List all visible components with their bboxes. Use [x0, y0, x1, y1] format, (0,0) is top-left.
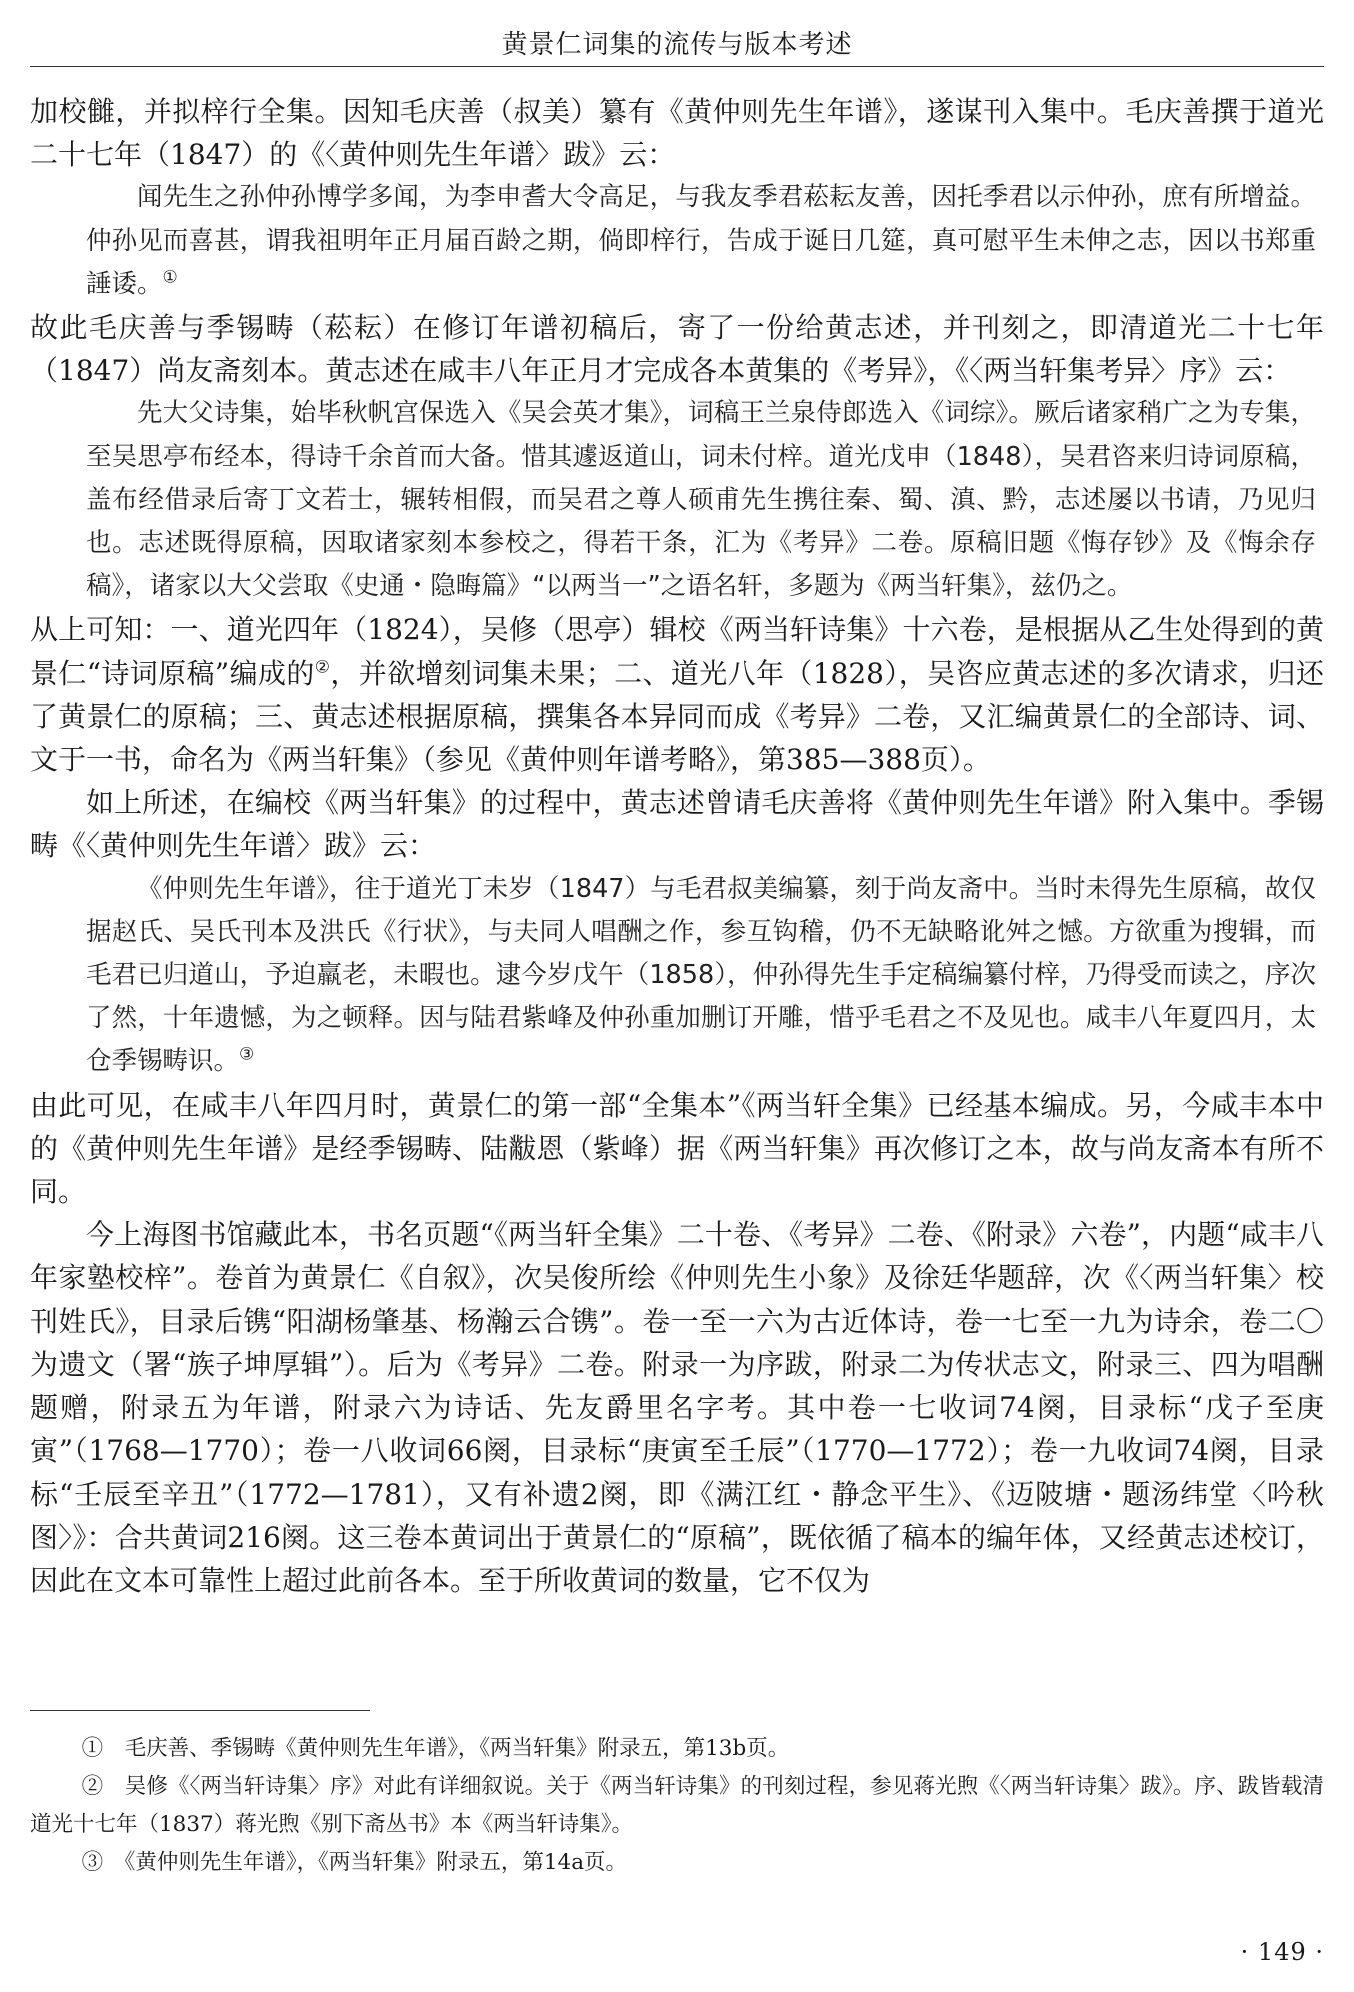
footnote-ref-3[interactable]: ③ — [239, 1044, 255, 1065]
paragraph-2: 故此毛庆善与季锡畴（菘耘）在修订年谱初稿后，寄了一份给黄志述，并刊刻之，即清道光二十七年（1847）尚友斋刻本。黄志述在咸丰八年正月才完成各本黄集的《考异》，《〈两当轩集考异〉序》云： — [30, 311, 1324, 388]
footnote-ref-2[interactable]: ② — [314, 657, 331, 678]
paragraph-3 — [30, 608, 1324, 781]
block-quote-3 — [30, 868, 1324, 1084]
footnotes — [30, 1730, 1324, 1882]
block-quote-1 — [30, 176, 1324, 306]
main-text — [30, 90, 1324, 1602]
running-head-title: 黄景仁词集的流传与版本考述 — [501, 30, 853, 60]
paragraph-6: 今上海图书馆藏此本，书名页题“《两当轩全集》二十卷、《考异》二卷、《附录》六卷”，内题“咸丰八年家塾校梓”。卷首为黄景仁《自叙》，次吴俊所绘《仲则先生小象》及徐廷华题辞，次《〈两当轩集〉校刊姓氏》，目录后镌“阳湖杨肇基、杨瀚云合镌”。卷一至一六为古近体诗，卷一七至一九为诗余，卷二〇为遗文（署“族子坤厚辑”）。后为《考异》二卷。附录一为序跋，附录二为传状志文，附录三、四为唱酬题赠，附录五为年谱，附录六为诗话、先友爵里名字考。其中卷一七收词74阕，目录标“戊子至庚寅”（1768—1770）；卷一八收词66阕，目录标“庚寅至壬辰”（1770—1772）；卷一九收词74阕，目录标“壬辰至辛丑”（1772—1781），又有补遗2阕，即《满江红・静念平生》、《迈陂塘・题汤纬堂〈吟秋图〉》：合共黄词216阕。这三卷本黄词出于黄景仁的“原稿”，既依循了稿本的编年体，又经黄志述校订，因此在文本可靠性上超过此前各本。至于所收黄词的数量，它不仅为 — [30, 1218, 1324, 1597]
paragraph-4: 如上所述，在编校《两当轩集》的过程中，黄志述曾请毛庆善将《黄仲则先生年谱》附入集中。季锡畴《〈黄仲则先生年谱〉跋》云： — [30, 786, 1324, 863]
quote-text: 闻先生之孙仲孙博学多闻，为李申耆大令高足，与我友季君菘耘友善，因托季君以示仲孙，庶有所增益。仲孙见而喜甚，谓我祖明年正月届百龄之期，倘即梓行，告成于诞日几筵，真可慰平生未伸之志，因以书郑重諈诿。 — [86, 182, 1316, 299]
footnote-ref-1[interactable]: ① — [162, 267, 178, 288]
quote-text: 《仲则先生年谱》，往于道光丁未岁（1847）与毛君叔美编纂，刻于尚友斋中。当时未得先生原稿，故仅据赵氏、吴氏刊本及洪氏《行状》，与夫同人唱酬之作，参互钩稽，仍不无缺略讹舛之憾。方欲重为搜辑，而毛君已归道山，予迫羸老，未暇也。逮今岁戊午（1858），仲孙得先生手定稿编纂付梓，乃得受而读之，序次了然，十年遗憾，为之顿释。因与陆君紫峰及仲孙重加删订开雕，惜乎毛君之不及见也。咸丰八年夏四月，太仓季锡畴识。 — [86, 873, 1316, 1077]
paragraph-3-part-a: 从上可知：一、道光四年（1824），吴修（思亭）辑校《两当轩诗集》十六卷，是根据从乙生处得到的黄景仁“诗词原稿”编成的 — [30, 613, 1324, 690]
footnote-rule — [30, 1710, 370, 1711]
page-number: · 149 · — [1240, 1938, 1324, 1966]
header-rule — [30, 66, 1324, 67]
footnote-2: ② 吴修《〈两当轩诗集〉序》对此有详细叙说。关于《两当轩诗集》的刊刻过程，参见蒋光煦《〈两当轩诗集〉跋》。序、跋皆载清道光十七年（1837）蒋光煦《别下斋丛书》本《两当轩诗集》。 — [30, 1774, 1324, 1837]
paragraph-3-part-b: ，并欲增刻词集未果；二、道光八年（1828），吴咨应黄志述的多次请求，归还了黄景仁的原稿；三、黄志述根据原稿，撰集各本异同而成《考异》二卷，又汇编黄景仁的全部诗、词、文于一书，命名为《两当轩集》（参见《黄仲则年谱考略》，第385—388页）。 — [30, 656, 1324, 777]
paragraph-5: 由此可见，在咸丰八年四月时，黄景仁的第一部“全集本”《两当轩全集》已经基本编成。另，今咸丰本中的《黄仲则先生年谱》是经季锡畴、陆黻恩（紫峰）据《两当轩集》再次修订之本，故与尚友斋本有所不同。 — [30, 1088, 1324, 1209]
block-quote-2: 先大父诗集，始毕秋帆宫保选入《吴会英才集》，词稿王兰泉侍郎选入《词综》。厥后诸家稍广之为专集，至吴思亭布经本，得诗千余首而大备。惜其遽返道山，词未付梓。道光戊申（1848），吴君咨来归诗词原稿，盖布经借录后寄丁文若士，辗转相假，而吴君之尊人硕甫先生携往秦、蜀、滇、黔，志述屡以书请，乃见归也。志述既得原稿，因取诸家刻本参校之，得若干条，汇为《考异》二卷。原稿旧题《悔存钞》及《悔余存稿》，诸家以大父尝取《史通・隐晦篇》“以两当一”之语名轩，多题为《两当轩集》，兹仍之。 — [86, 398, 1316, 602]
footnote-1: ① 毛庆善、季锡畴《黄仲则先生年谱》，《两当轩集》附录五，第13b页。 — [81, 1736, 790, 1761]
paragraph-1: 加校雠，并拟梓行全集。因知毛庆善（叔美）纂有《黄仲则先生年谱》，遂谋刊入集中。毛庆善撰于道光二十七年（1847）的《〈黄仲则先生年谱〉跋》云： — [30, 95, 1324, 172]
footnote-3: ③ 《黄仲则先生年谱》，《两当轩集》附录五，第14a页。 — [81, 1850, 628, 1875]
